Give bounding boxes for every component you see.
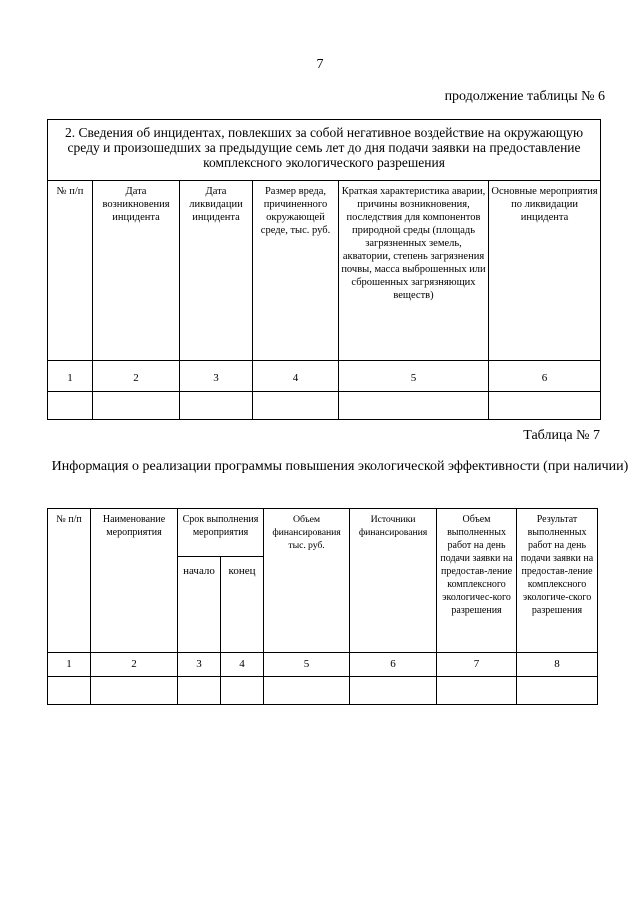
column-number: 1 — [48, 361, 93, 392]
header-cell: № п/п — [48, 509, 91, 653]
empty-cell[interactable] — [91, 677, 178, 705]
page-number: 7 — [316, 57, 324, 72]
column-number: 3 — [180, 361, 253, 392]
table-6 — [47, 119, 601, 420]
empty-cell[interactable] — [264, 677, 350, 705]
header-cell: Дата ликвидации инцидента — [180, 181, 253, 361]
empty-cell[interactable] — [178, 677, 221, 705]
header-cell: Основные мероприятия по ликвидации инцидента — [489, 181, 601, 361]
column-number: 4 — [253, 361, 339, 392]
column-number: 8 — [517, 653, 598, 677]
column-number: 5 — [264, 653, 350, 677]
table-row — [48, 392, 601, 420]
table-6-caption: 2. Сведения об инцидентах, повлекших за собой негативное воздействие на окружающую среду и произошедших за предыдущие семь лет до дня подачи заявки на предоставление комплексного экологического разрешения — [48, 120, 601, 181]
header-cell: Срок выполнения мероприятия — [178, 509, 264, 557]
header-cell-end: конец — [221, 557, 264, 653]
table-7 — [47, 508, 598, 705]
header-cell: Объем выполненных работ на день подачи заявки на предостав-ление комплексного экологичес-кого разрешения — [437, 509, 517, 653]
header-cell: Краткая характеристика аварии, причины возникновения, последствия для компонентов природной среды (площадь загрязненных земель, акватории, степень загрязнения почвы, масса выброшенных или сброшенных загрязняющих веществ) — [339, 181, 489, 361]
column-number: 1 — [48, 653, 91, 677]
column-number: 2 — [93, 361, 180, 392]
table-7-label: Таблица № 7 — [523, 428, 600, 443]
table-row — [48, 677, 598, 705]
empty-cell[interactable] — [437, 677, 517, 705]
column-number: 6 — [350, 653, 437, 677]
empty-cell[interactable] — [48, 677, 91, 705]
column-number: 5 — [339, 361, 489, 392]
column-number: 3 — [178, 653, 221, 677]
column-number: 6 — [489, 361, 601, 392]
header-cell: Размер вреда, причиненного окружающей среде, тыс. руб. — [253, 181, 339, 361]
empty-cell[interactable] — [48, 392, 93, 420]
column-number: 7 — [437, 653, 517, 677]
header-cell: Объем финансирования тыс. руб. — [264, 509, 350, 653]
empty-cell[interactable] — [489, 392, 601, 420]
header-cell: № п/п — [48, 181, 93, 361]
column-number: 4 — [221, 653, 264, 677]
empty-cell[interactable] — [339, 392, 489, 420]
header-cell: Источники финансирования — [350, 509, 437, 653]
header-cell: Наименование мероприятия — [91, 509, 178, 653]
table-7-title: Информация о реализации программы повышения экологической эффективности (при наличии) — [51, 459, 629, 474]
empty-cell[interactable] — [350, 677, 437, 705]
empty-cell[interactable] — [517, 677, 598, 705]
empty-cell[interactable] — [180, 392, 253, 420]
header-cell: Дата возникновения инцидента — [93, 181, 180, 361]
header-cell-start: начало — [178, 557, 221, 653]
column-number: 2 — [91, 653, 178, 677]
empty-cell[interactable] — [93, 392, 180, 420]
empty-cell[interactable] — [221, 677, 264, 705]
table-continuation-label: продолжение таблицы № 6 — [444, 89, 605, 104]
empty-cell[interactable] — [253, 392, 339, 420]
header-cell: Результат выполненных работ на день подачи заявки на предостав-ление комплексного экологиче-ского разрешения — [517, 509, 598, 653]
